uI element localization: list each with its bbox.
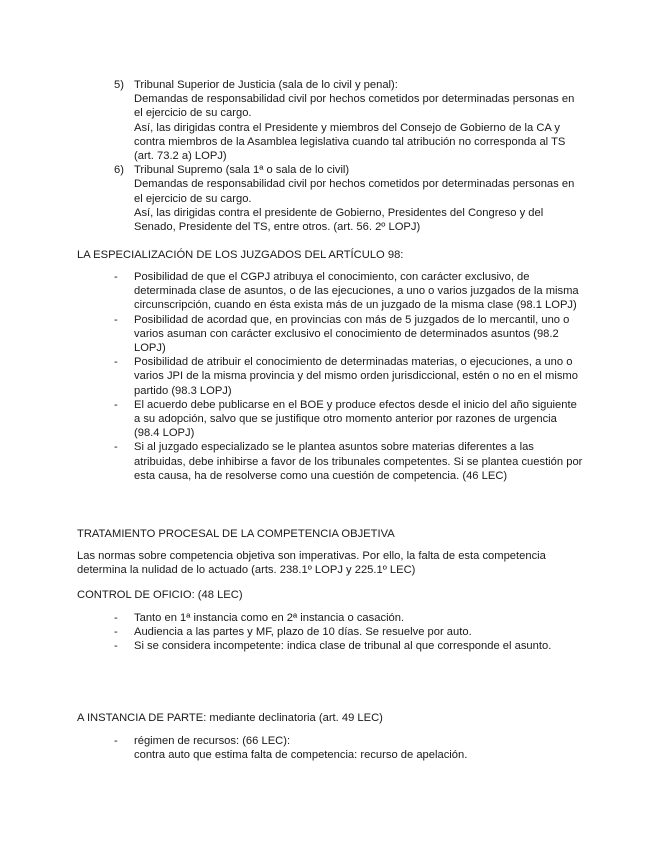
court-item-6 xyxy=(114,163,584,234)
item-number: 5) xyxy=(114,79,124,91)
instancia-list xyxy=(114,734,584,762)
court-title: Tribunal Superior de Justicia (sala de lo civil y penal): xyxy=(134,79,398,91)
tratamiento-paragraph: Las normas sobre competencia objetiva son imperativas. Por ello, la falta de esta competencia determina la nulidad de lo actuado (arts. 238.1º LOPJ y 225.1º LEC) xyxy=(77,550,546,577)
section-heading-tratamiento: TRATAMIENTO PROCESAL DE LA COMPETENCIA OBJETIVA xyxy=(77,528,395,540)
list-item: - El acuerdo debe publicarse en el BOE y produce efectos desde el inicio del año siguiente a su adopción, salvo que se justifique otro momento anterior por razones de urgencia (98.4 LOPJ) xyxy=(114,398,577,440)
court-text: Demandas de responsabilidad civil por hechos cometidos por determinadas personas en el ejercicio de su cargo. xyxy=(134,93,575,120)
especializacion-list xyxy=(114,270,584,483)
list-item: - Posibilidad de acordad que, en provincias con más de 5 juzgados de lo mercantil, uno o varios asuman con carácter exclusivo el conocimiento de determinados asuntos (98.2 LOPJ) xyxy=(114,313,570,355)
section-heading-especializacion: LA ESPECIALIZACIÓN DE LOS JUZGADOS DEL ARTÍCULO 98: xyxy=(77,249,404,261)
court-item-5 xyxy=(114,78,584,163)
list-item: - Si al juzgado especializado se le plantea asuntos sobre materias diferentes a las atribuidas, debe inhibirse a favor de los tribunales competentes. Si se plantea cuestión por esta causa, ha de resolverse como una cuestión de competencia. (46 LEC) xyxy=(114,441,583,482)
oficio-list xyxy=(114,611,584,654)
list-item: - Posibilidad de atribuir el conocimiento de determinadas materias, o ejecuciones, a uno o varios JPI de la misma provincia y del mismo orden jurisdiccional, estén o no en el mismo partido (98.3 LOPJ) xyxy=(114,356,578,397)
list-item: - Posibilidad de que el CGPJ atribuya el conocimiento, con carácter exclusivo, de determinada clase de asuntos, o de las ejecuciones, a uno o varios juzgados de la misma circunscripción, cuando en ésta exista más de un juzgado de la misma clase (98.1 LOPJ) xyxy=(114,271,579,312)
court-title: Tribunal Supremo (sala 1ª o sala de lo civil) xyxy=(134,164,350,177)
court-text: Así, las dirigidas contra el Presidente y miembros del Consejo de Gobierno de la CA y contra miembros de la Asamblea legislativa cuando tal atribución no corresponda al TS (art. 73.2 a) LOPJ) xyxy=(134,121,566,163)
court-text: Así, las dirigidas contra el presidente de Gobierno, Presidentes del Congreso y del Senado, Presidente del TS, entre otros. (art. 56. 2º LOPJ) xyxy=(134,206,544,234)
recursos-text: contra auto que estima falta de competencia: recurso de apelación. xyxy=(134,749,468,762)
list-item: - régimen de recursos: (66 LEC): contra auto que estima falta de competencia: recurso de apelación. xyxy=(114,735,468,762)
recursos-title: régimen de recursos: (66 LEC): xyxy=(134,735,291,747)
list-item: - Tanto en 1ª instancia como en 2ª instancia o casación. xyxy=(114,612,405,624)
list-item: - Audiencia a las partes y MF, plazo de 10 días. Se resuelve por auto. xyxy=(114,626,472,639)
court-text: Demandas de responsabilidad civil por hechos cometidos por determinadas personas en el ejercicio de su cargo. xyxy=(134,178,575,205)
court-list xyxy=(114,78,584,234)
list-item: - Si se considera incompetente: indica clase de tribunal al que corresponde el asunto. xyxy=(114,640,552,653)
section-heading-instancia-parte: A INSTANCIA DE PARTE: mediante declinatoria (art. 49 LEC) xyxy=(77,712,383,724)
section-heading-control-oficio: CONTROL DE OFICIO: (48 LEC) xyxy=(77,589,243,601)
item-number: 6) xyxy=(114,164,124,177)
